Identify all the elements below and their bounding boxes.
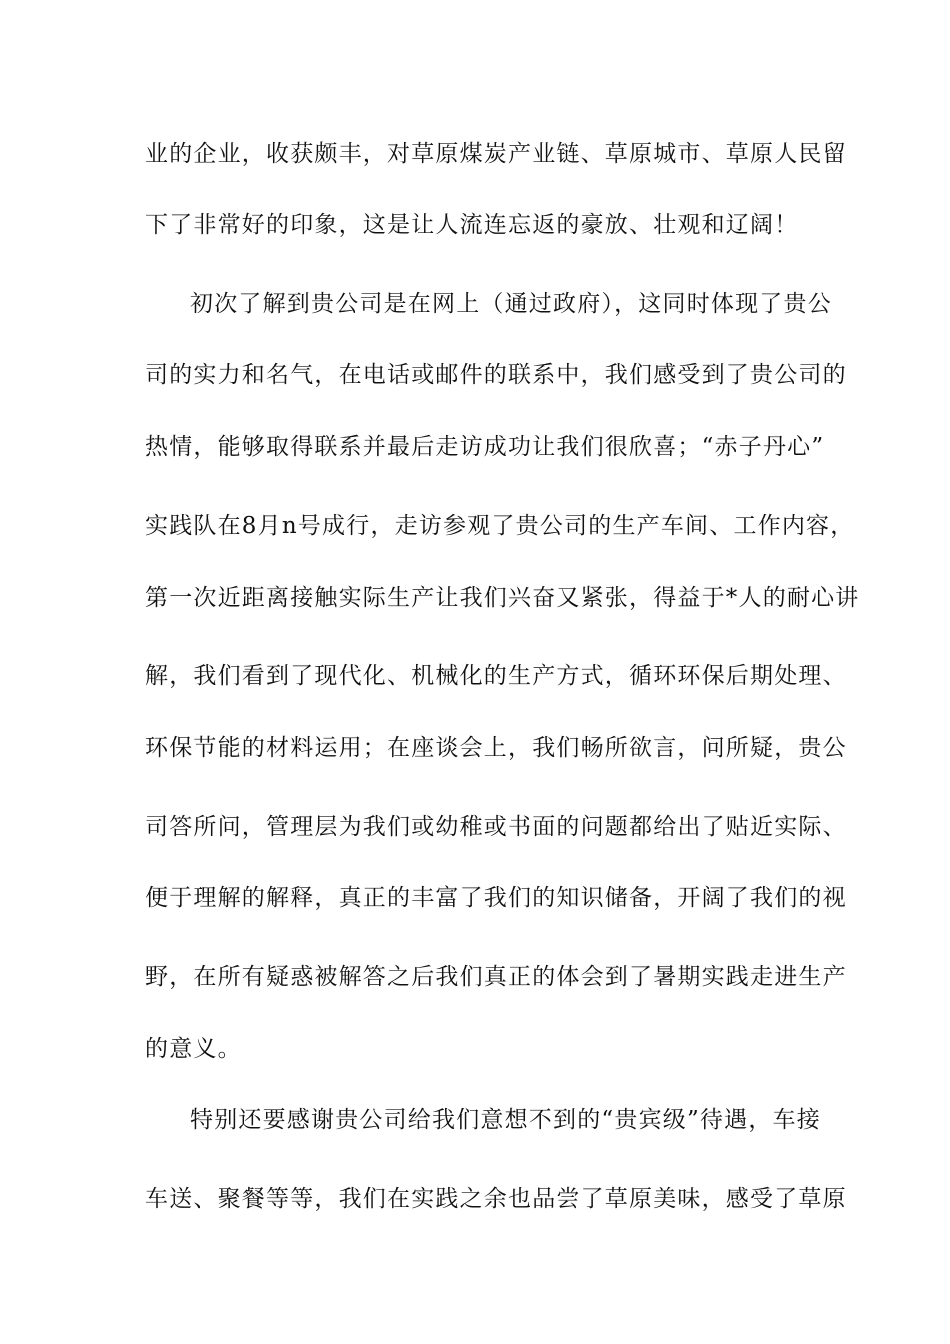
paragraph-start-line: 初次了解到贵公司是在网上（通过政府），这同时体现了贵公 (190, 291, 832, 317)
text-line: 的意义。 (145, 1036, 242, 1062)
text-line: 实践队在8月n号成行，走访参观了贵公司的生产车间、工作内容， (145, 513, 855, 539)
text-line: 业的企业，收获颇丰，对草原煤炭产业链、草原城市、草原人民留 (145, 141, 847, 167)
paragraph-start-line: 特别还要感谢贵公司给我们意想不到的“贵宾级”待遇，车接 (190, 1107, 821, 1133)
text-line: 环保节能的材料运用；在座谈会上，我们畅所欲言，问所疑，贵公 (145, 735, 847, 761)
text-line: 热情，能够取得联系并最后走访成功让我们很欣喜；“赤子丹心” (145, 434, 825, 460)
text-line: 司的实力和名气，在电话或邮件的联系中，我们感受到了贵公司的 (145, 362, 847, 388)
text-line: 解，我们看到了现代化、机械化的生产方式，循环环保后期处理、 (145, 663, 847, 689)
text-line: 野，在所有疑惑被解答之后我们真正的体会到了暑期实践走进生产 (145, 964, 847, 990)
text-line: 车送、聚餐等等，我们在实践之余也品尝了草原美味，感受了草原 (145, 1186, 847, 1212)
text-line: 便于理解的解释，真正的丰富了我们的知识储备，开阔了我们的视 (145, 885, 847, 911)
text-line: 第一次近距离接触实际生产让我们兴奋又紧张，得益于*人的耐心讲 (145, 585, 860, 611)
text-line: 下了非常好的印象，这是让人流连忘返的豪放、壮观和辽阔！ (145, 212, 799, 238)
text-line: 司答所问，管理层为我们或幼稚或书面的问题都给出了贴近实际、 (145, 814, 847, 840)
